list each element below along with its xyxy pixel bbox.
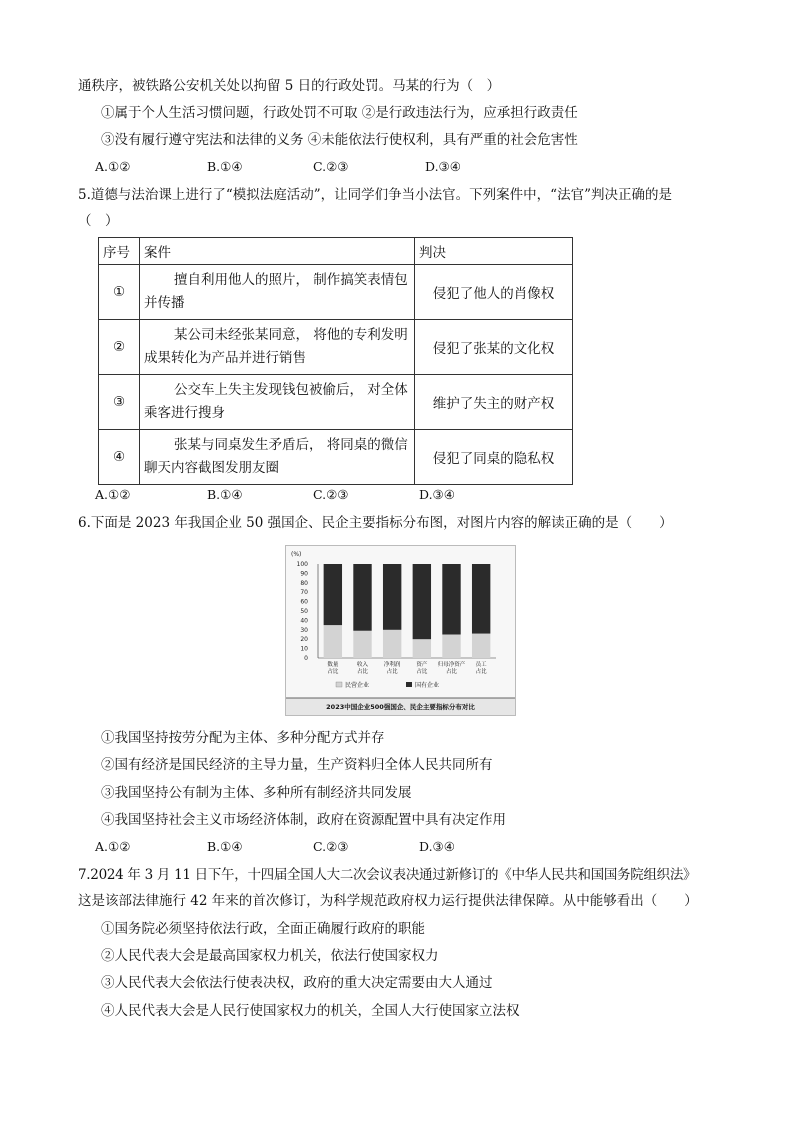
q7-option-3: ③人民代表大会依法行使表决权，政府的重大决定需要由大人通过 <box>101 975 493 991</box>
bar-state <box>472 564 490 634</box>
case-line2: 成果转化为产品并进行销售 <box>144 350 306 366</box>
bar-private <box>472 634 490 658</box>
q5-stem-line2: （ ） <box>78 213 119 229</box>
legend-swatch-private <box>336 682 342 687</box>
row-case <box>140 320 415 375</box>
case-line2: 聊天内容截图发朋友圈 <box>144 460 279 476</box>
bar-private <box>353 631 371 658</box>
q4-choice-a: A.①② <box>95 159 131 174</box>
q5-choice-c: C.②③ <box>313 487 349 502</box>
case-line1: 某公司未经张某同意， 将他的专利发明 <box>174 327 408 343</box>
q4-options-line1: ①属于个人生活习惯问题，行政处罚不可取 ②是行政违法行为，应承担行政责任 <box>101 105 578 121</box>
q7-stem-line1: 7.2024 年 3 月 11 日下午，十四届全国人大二次会议表决通过新修订的《中华人民共和国国务院组织法》 <box>78 867 697 883</box>
q5-choice-b: B.①④ <box>207 487 243 502</box>
chart-title: 2023中国企业500强国企、民企主要指标分布对比 <box>326 703 475 711</box>
case-line1: 张某与同桌发生矛盾后， 将同桌的微信 <box>174 437 408 453</box>
q5-stem-line1: 5.道德与法治课上进行了“模拟法庭活动”，让同学们争当小法官。下列案件中，“法官”判决正确的是 <box>78 187 672 203</box>
y-tick-label: 80 <box>300 579 308 587</box>
q6-choice-a: A.①② <box>95 839 131 854</box>
q6-choice-c: C.②③ <box>313 839 349 854</box>
x-tick-label: 占比 <box>356 669 369 675</box>
x-tick-label: 占比 <box>416 669 428 675</box>
y-tick-label: 90 <box>300 570 308 578</box>
bar-private <box>383 630 401 658</box>
y-tick-label: 30 <box>300 626 308 634</box>
stacked-bar-chart <box>286 546 515 715</box>
case-line2: 乘客进行搜身 <box>144 405 225 421</box>
row-verdict: 维护了失主的财产权 <box>415 375 573 430</box>
legend-label-private: 民营企业 <box>345 682 370 689</box>
q6-chart <box>285 545 516 716</box>
case-line1: 擅自利用他人的照片， 制作搞笑表情包 <box>174 272 408 288</box>
bar-state <box>324 564 342 625</box>
row-case <box>140 430 415 485</box>
row-verdict: 侵犯了同桌的隐私权 <box>415 430 573 485</box>
q6-stem: 6.下面是 2023 年我国企业 50 强国企、民企主要指标分布图，对图片内容的解读正确的是（ ） <box>78 515 673 531</box>
q7-option-1: ①国务院必须坚持依法行政，全面正确履行政府的职能 <box>101 921 425 937</box>
q4-stem: 通秩序，被铁路公安机关处以拘留 5 日的行政处罚。马某的行为（ ） <box>78 78 501 94</box>
q6-choice-d: D.③④ <box>419 839 455 854</box>
row-verdict: 侵犯了张某的文化权 <box>415 320 573 375</box>
q4-choice-b: B.①④ <box>207 159 243 174</box>
q7-option-4: ④人民代表大会是人民行使国家权力的机关，全国人大行使国家立法权 <box>101 1003 520 1019</box>
case-line2: 并传播 <box>144 295 185 311</box>
row-case <box>140 375 415 430</box>
table-row <box>99 320 573 375</box>
x-tick-label: 占比 <box>327 669 339 675</box>
bar-private <box>324 625 342 658</box>
x-tick-label: 员工 <box>475 662 487 668</box>
bar-state <box>442 564 460 635</box>
q4-options-line2: ③没有履行遵守宪法和法律的义务 ④未能依法行使权利，具有严重的社会危害性 <box>101 132 578 148</box>
q7-stem-line2: 这是该部法律施行 42 年来的首次修订，为科学规范政府权力运行提供法律保障。从中能够看出（ ） <box>78 893 698 909</box>
row-no: ④ <box>99 430 140 485</box>
header-verdict: 判决 <box>415 238 573 265</box>
y-tick-label: 0 <box>304 655 308 662</box>
y-tick-label: 70 <box>300 589 308 597</box>
y-tick-label: 20 <box>300 636 308 644</box>
x-tick-label: 数量 <box>327 662 339 668</box>
table-row <box>99 265 573 320</box>
row-case <box>140 265 415 320</box>
y-tick-label: 10 <box>300 645 308 653</box>
bar-state <box>353 564 371 631</box>
y-tick-label: 50 <box>300 608 308 615</box>
legend-swatch-state <box>406 682 412 687</box>
bar-private <box>413 639 431 658</box>
x-tick-label: 净利润 <box>383 662 401 668</box>
q6-option-1: ①我国坚持按劳分配为主体、多种分配方式并存 <box>101 730 385 746</box>
row-verdict: 侵犯了他人的肖像权 <box>415 265 573 320</box>
y-tick-label: 40 <box>300 617 308 625</box>
table-row <box>99 375 573 430</box>
bar-private <box>442 635 460 659</box>
q7-option-2: ②人民代表大会是最高国家权力机关，依法行使国家权力 <box>101 948 439 964</box>
header-no: 序号 <box>99 238 140 265</box>
q4-choice-d: D.③④ <box>425 159 461 174</box>
q4-choice-c: C.②③ <box>313 159 349 174</box>
row-no: ② <box>99 320 140 375</box>
y-tick-label: 100 <box>296 561 308 568</box>
q5-choice-a: A.①② <box>95 487 131 502</box>
legend-label-state: 国有企业 <box>415 682 440 689</box>
q6-option-3: ③我国坚持公有制为主体、多种所有制经济共同发展 <box>101 785 412 801</box>
x-tick-label: 收入 <box>356 662 369 668</box>
x-tick-label: 占比 <box>475 669 487 675</box>
x-tick-label: 占比 <box>386 669 398 675</box>
x-tick-label: 占比 <box>445 669 458 675</box>
bar-state <box>383 564 401 630</box>
table-header-row <box>99 238 573 265</box>
q5-case-table <box>98 237 573 485</box>
row-no: ① <box>99 265 140 320</box>
y-tick-label: 60 <box>300 598 308 606</box>
bar-state <box>413 564 431 639</box>
row-no: ③ <box>99 375 140 430</box>
x-tick-label: 归母净资产 <box>437 662 466 668</box>
q5-choice-d: D.③④ <box>419 487 455 502</box>
x-tick-label: 资产 <box>416 662 428 668</box>
q6-option-4: ④我国坚持社会主义市场经济体制，政府在资源配置中具有决定作用 <box>101 812 506 828</box>
header-case: 案件 <box>140 238 415 265</box>
y-axis-label: (%) <box>291 551 302 558</box>
table-row <box>99 430 573 485</box>
case-line1: 公交车上失主发现钱包被偷后， 对全体 <box>174 382 408 398</box>
q6-choice-b: B.①④ <box>207 839 243 854</box>
q6-option-2: ②国有经济是国民经济的主导力量，生产资料归全体人民共同所有 <box>101 757 493 773</box>
